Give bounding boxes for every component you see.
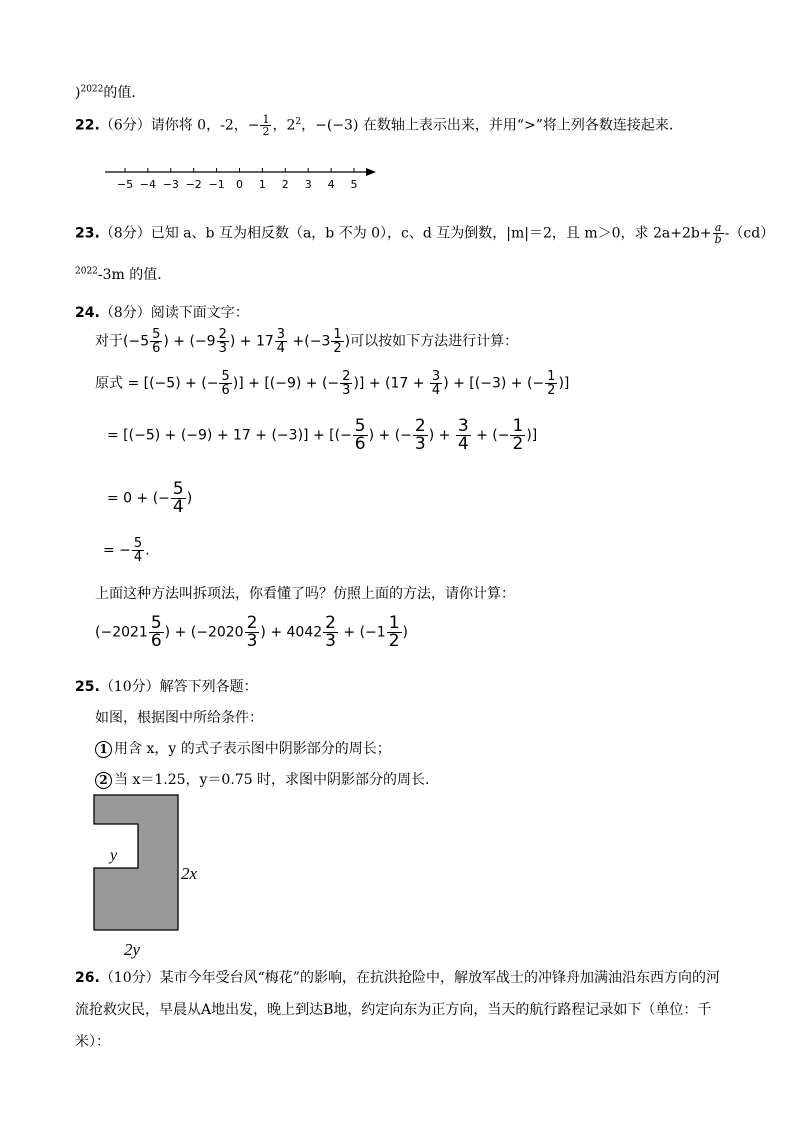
question-23-line2: $^{2022}$-3m 的值. <box>75 266 162 283</box>
q26-line-2: 流抢救灾民，早晨从A地出发，晚上到达B地，约定向东为正方向，当天的航行路程记录如下（单位：千 <box>75 1002 712 1018</box>
tick-label: 4 <box>327 178 335 191</box>
q25-item-1: 1 用含 x，y 的式子表示图中阴影部分的周长； <box>95 738 391 758</box>
tick-label: −2 <box>185 178 202 191</box>
q24-intro: 对于(−5 $\frac{5}{6}$ ) + (−9 $\frac{2}{3}$ ) + 17 $\frac{3}{4}$ +(−3 $\frac{1}{2}$ )可以按如下方法进行计算： <box>95 327 519 356</box>
q24-exercise: (−2021 $\frac{5}{6}$ ) + (−2020 $\frac{2}{3}$ ) + 4042 $\frac{2}{3}$ + (−1 $\frac{1}{2}$ ) <box>95 613 408 651</box>
q25-intro: 如图，根据图中所给条件： <box>95 710 263 726</box>
question-number: 23. <box>75 225 100 242</box>
number-line <box>100 162 385 196</box>
q25-item-2: 2 当 x＝1.25，y＝0.75 时，求图中阴影部分的周长． <box>95 769 439 789</box>
question-score: （10分） <box>99 679 160 695</box>
circled-number-2: 2 <box>95 772 112 789</box>
q24-step-4: = − $\frac{5}{4}$ . <box>103 536 150 565</box>
top-continuation: )$^{2022}$的值. <box>75 84 136 101</box>
label-y: y <box>110 847 118 864</box>
tick-label: 3 <box>304 178 312 191</box>
label-2x: 2x <box>181 864 198 883</box>
question-25: 25.（10分）解答下列各题： <box>75 679 258 695</box>
number-line-arrow <box>366 168 376 176</box>
tick-label: 5 <box>350 178 358 191</box>
circled-number-1: 1 <box>95 741 112 758</box>
shaded-region <box>94 795 178 930</box>
tick-label: −1 <box>208 178 225 191</box>
label-2y: 2y <box>124 940 141 959</box>
fraction: $\frac{1}{2}$ <box>262 113 270 138</box>
question-number: 22. <box>75 117 100 134</box>
fraction: $\frac{a}{b}$ <box>714 221 722 246</box>
question-26: 26.（10分）某市今年受台风“梅花”的影响，在抗洪抢险中，解放军战士的冲锋舟加满油沿东西方向的河 <box>75 970 720 986</box>
question-number: 26. <box>75 970 100 986</box>
tick-label: −4 <box>139 178 157 191</box>
tick-label: 0 <box>236 178 243 191</box>
shaded-figure <box>88 790 218 962</box>
q24-step-3: = 0 + (− $\frac{5}{4}$ ) <box>107 479 193 517</box>
question-number: 25. <box>75 679 100 695</box>
tick-label: 1 <box>258 178 266 191</box>
question-22: 22.（6分）请你将 0，-2，− $\frac{1}{2}$ ，$2^2$，−(−3) 在数轴上表示出来，并用“>”将上列各数连接起来. <box>75 113 674 138</box>
question-score: （10分） <box>99 970 160 986</box>
question-23: 23.（8分）已知 a、b 互为相反数（a，b 不为 0），c、d 互为倒数，|m|＝2，且 m＞0，求 2a+2b+ $\frac{a}{b}$ -（cd） <box>75 221 775 246</box>
q24-step-2: = [(−5) + (−9) + 17 + (−3)] + [(− $\frac{5}{6}$ ) + (− $\frac{2}{3}$ ) + $\frac{3}{4}$ + (− $\frac{1}{2}$ )] <box>107 416 538 454</box>
tick-label: −3 <box>162 178 179 191</box>
question-score: （8分） <box>99 225 151 242</box>
q24-step-1: 原式 = [(−5) + (− $\frac{5}{6}$ )] + [(−9) + (− $\frac{2}{3}$ )] + (17 + $\frac{3}{4}$ ) + [(−3) + (− $\frac{1}{2}$ )] <box>95 369 570 398</box>
tick-label: 2 <box>281 178 289 191</box>
question-number: 24. <box>75 305 100 321</box>
question-score: （6分） <box>99 117 151 134</box>
q26-line-3: 米）： <box>75 1034 110 1050</box>
question-24: 24.（8分）阅读下面文字： <box>75 305 249 321</box>
question-score: （8分） <box>99 305 151 321</box>
q24-prompt: 上面这种方法叫拆项法，你看懂了吗？仿照上面的方法，请你计算： <box>95 586 515 602</box>
tick-label: −5 <box>116 178 134 191</box>
